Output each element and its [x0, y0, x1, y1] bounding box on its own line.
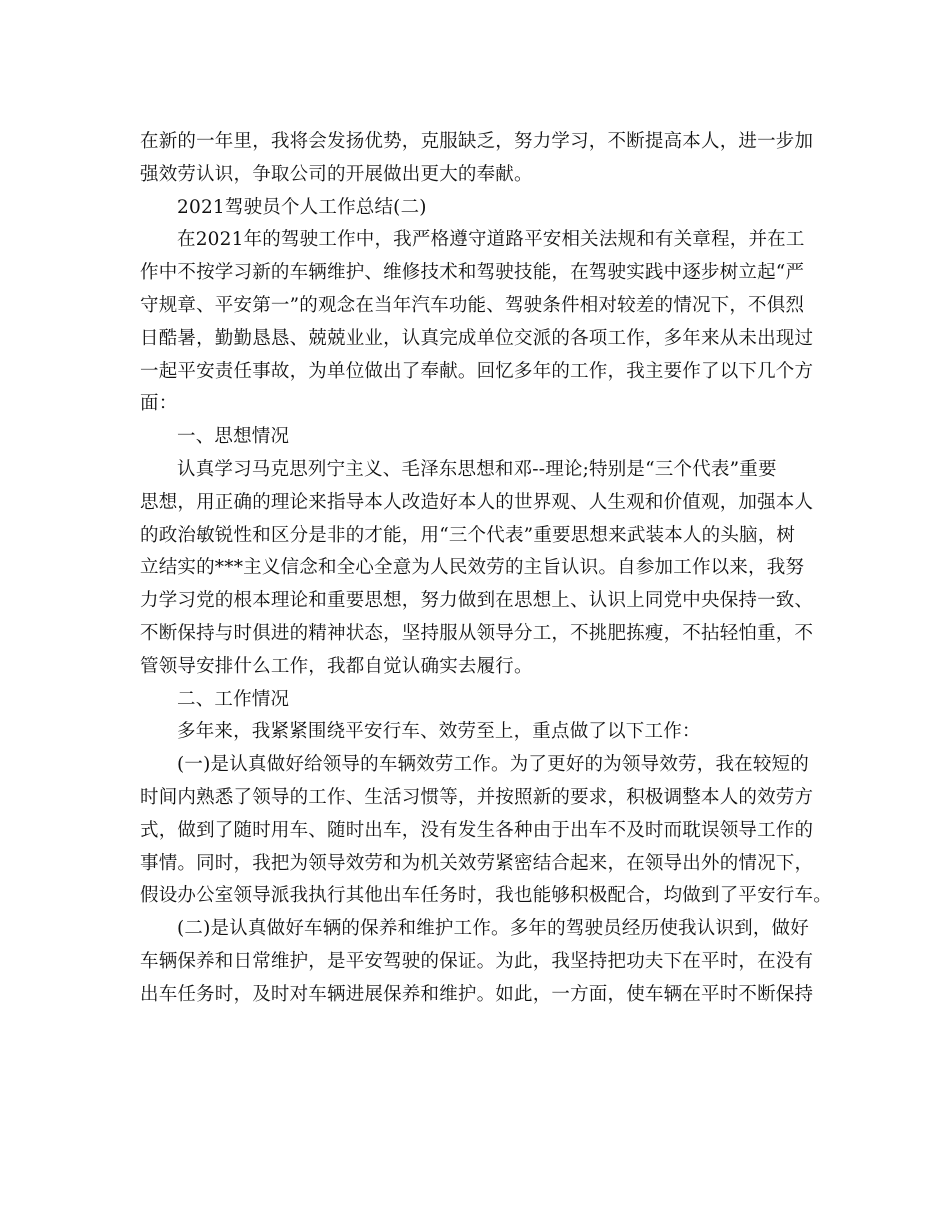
text-line: 在2021年的驾驶工作中，我严格遵守道路平安相关法规和有关章程，并在工 [177, 229, 805, 251]
text-line: 认真学习马克思列宁主义、毛泽东思想和邓--理论;特别是“三个代表”重要 [177, 458, 777, 480]
text-line: 2021驾驶员个人工作总结(二) [177, 196, 427, 218]
text-line: (二)是认真做好车辆的保养和维护工作。多年的驾驶员经历使我认识到，做好 [177, 918, 809, 940]
text-line: 在新的一年里，我将会发扬优势，克服缺乏，努力学习，不断提高本人，进一步加 [140, 131, 814, 152]
text-line: 日酷暑，勤勤恳恳、兢兢业业，认真完成单位交派的各项工作，多年来从未出现过 [140, 327, 814, 349]
text-line: 多年来，我紧紧围绕平安行车、效劳至上，重点做了以下工作： [177, 721, 701, 743]
text-line: 出车任务时，及时对车辆进展保养和维护。如此，一方面，使车辆在平时不断保持 [140, 983, 814, 1005]
text-line: 时间内熟悉了领导的工作、生活习惯等，并按照新的要求，积极调整本人的效劳方 [140, 786, 814, 808]
text-line: 管领导安排什么工作，我都自觉认确实去履行。 [140, 655, 533, 677]
text-line: (一)是认真做好给领导的车辆效劳工作。为了更好的为领导效劳，我在较短的 [177, 754, 809, 776]
text-line: 思想，用正确的理论来指导本人改造好本人的世界观、人生观和价值观，加强本人 [140, 491, 814, 513]
document-body [140, 126, 832, 1012]
text-line: 假设办公室领导派我执行其他出车任务时，我也能够积极配合，均做到了平安行车。 [140, 885, 832, 907]
text-line: 一起平安责任事故，为单位做出了奉献。回忆多年的工作，我主要作了以下几个方 [140, 360, 814, 382]
text-line: 车辆保养和日常维护，是平安驾驶的保证。为此，我坚持把功夫下在平时，在没有 [140, 950, 814, 972]
text-line: 不断保持与时俱进的精神状态，坚持服从领导分工，不挑肥拣瘦，不拈轻怕重，不 [140, 622, 814, 644]
text-line: 立结实的***主义信念和全心全意为人民效劳的主旨认识。自参加工作以来，我努 [140, 557, 805, 579]
text-line: 守规章、平安第一”的观念在当年汽车功能、驾驶条件相对较差的情况下，不俱烈 [140, 294, 805, 316]
text-line: 事情。同时，我把为领导效劳和为机关效劳紧密结合起来，在领导出外的情况下， [140, 852, 814, 874]
text-line: 力学习党的根本理论和重要思想，努力做到在思想上、认识上同党中央保持一致、 [140, 590, 814, 612]
text-line: 作中不按学习新的车辆维护、维修技术和驾驶技能，在驾驶实践中逐步树立起“严 [140, 262, 805, 284]
text-line: 强效劳认识，争取公司的开展做出更大的奉献。 [140, 163, 533, 185]
text-line: 式，做到了随时用车、随时出车，没有发生各种由于出车不及时而耽误领导工作的 [140, 819, 814, 841]
text-line: 二、工作情况 [177, 688, 290, 710]
text-line: 的政治敏锐性和区分是非的才能，用“三个代表”重要思想来武装本人的头脑，树 [140, 524, 796, 546]
text-line: 一、思想情况 [177, 426, 290, 448]
text-line: 面： [140, 393, 178, 415]
